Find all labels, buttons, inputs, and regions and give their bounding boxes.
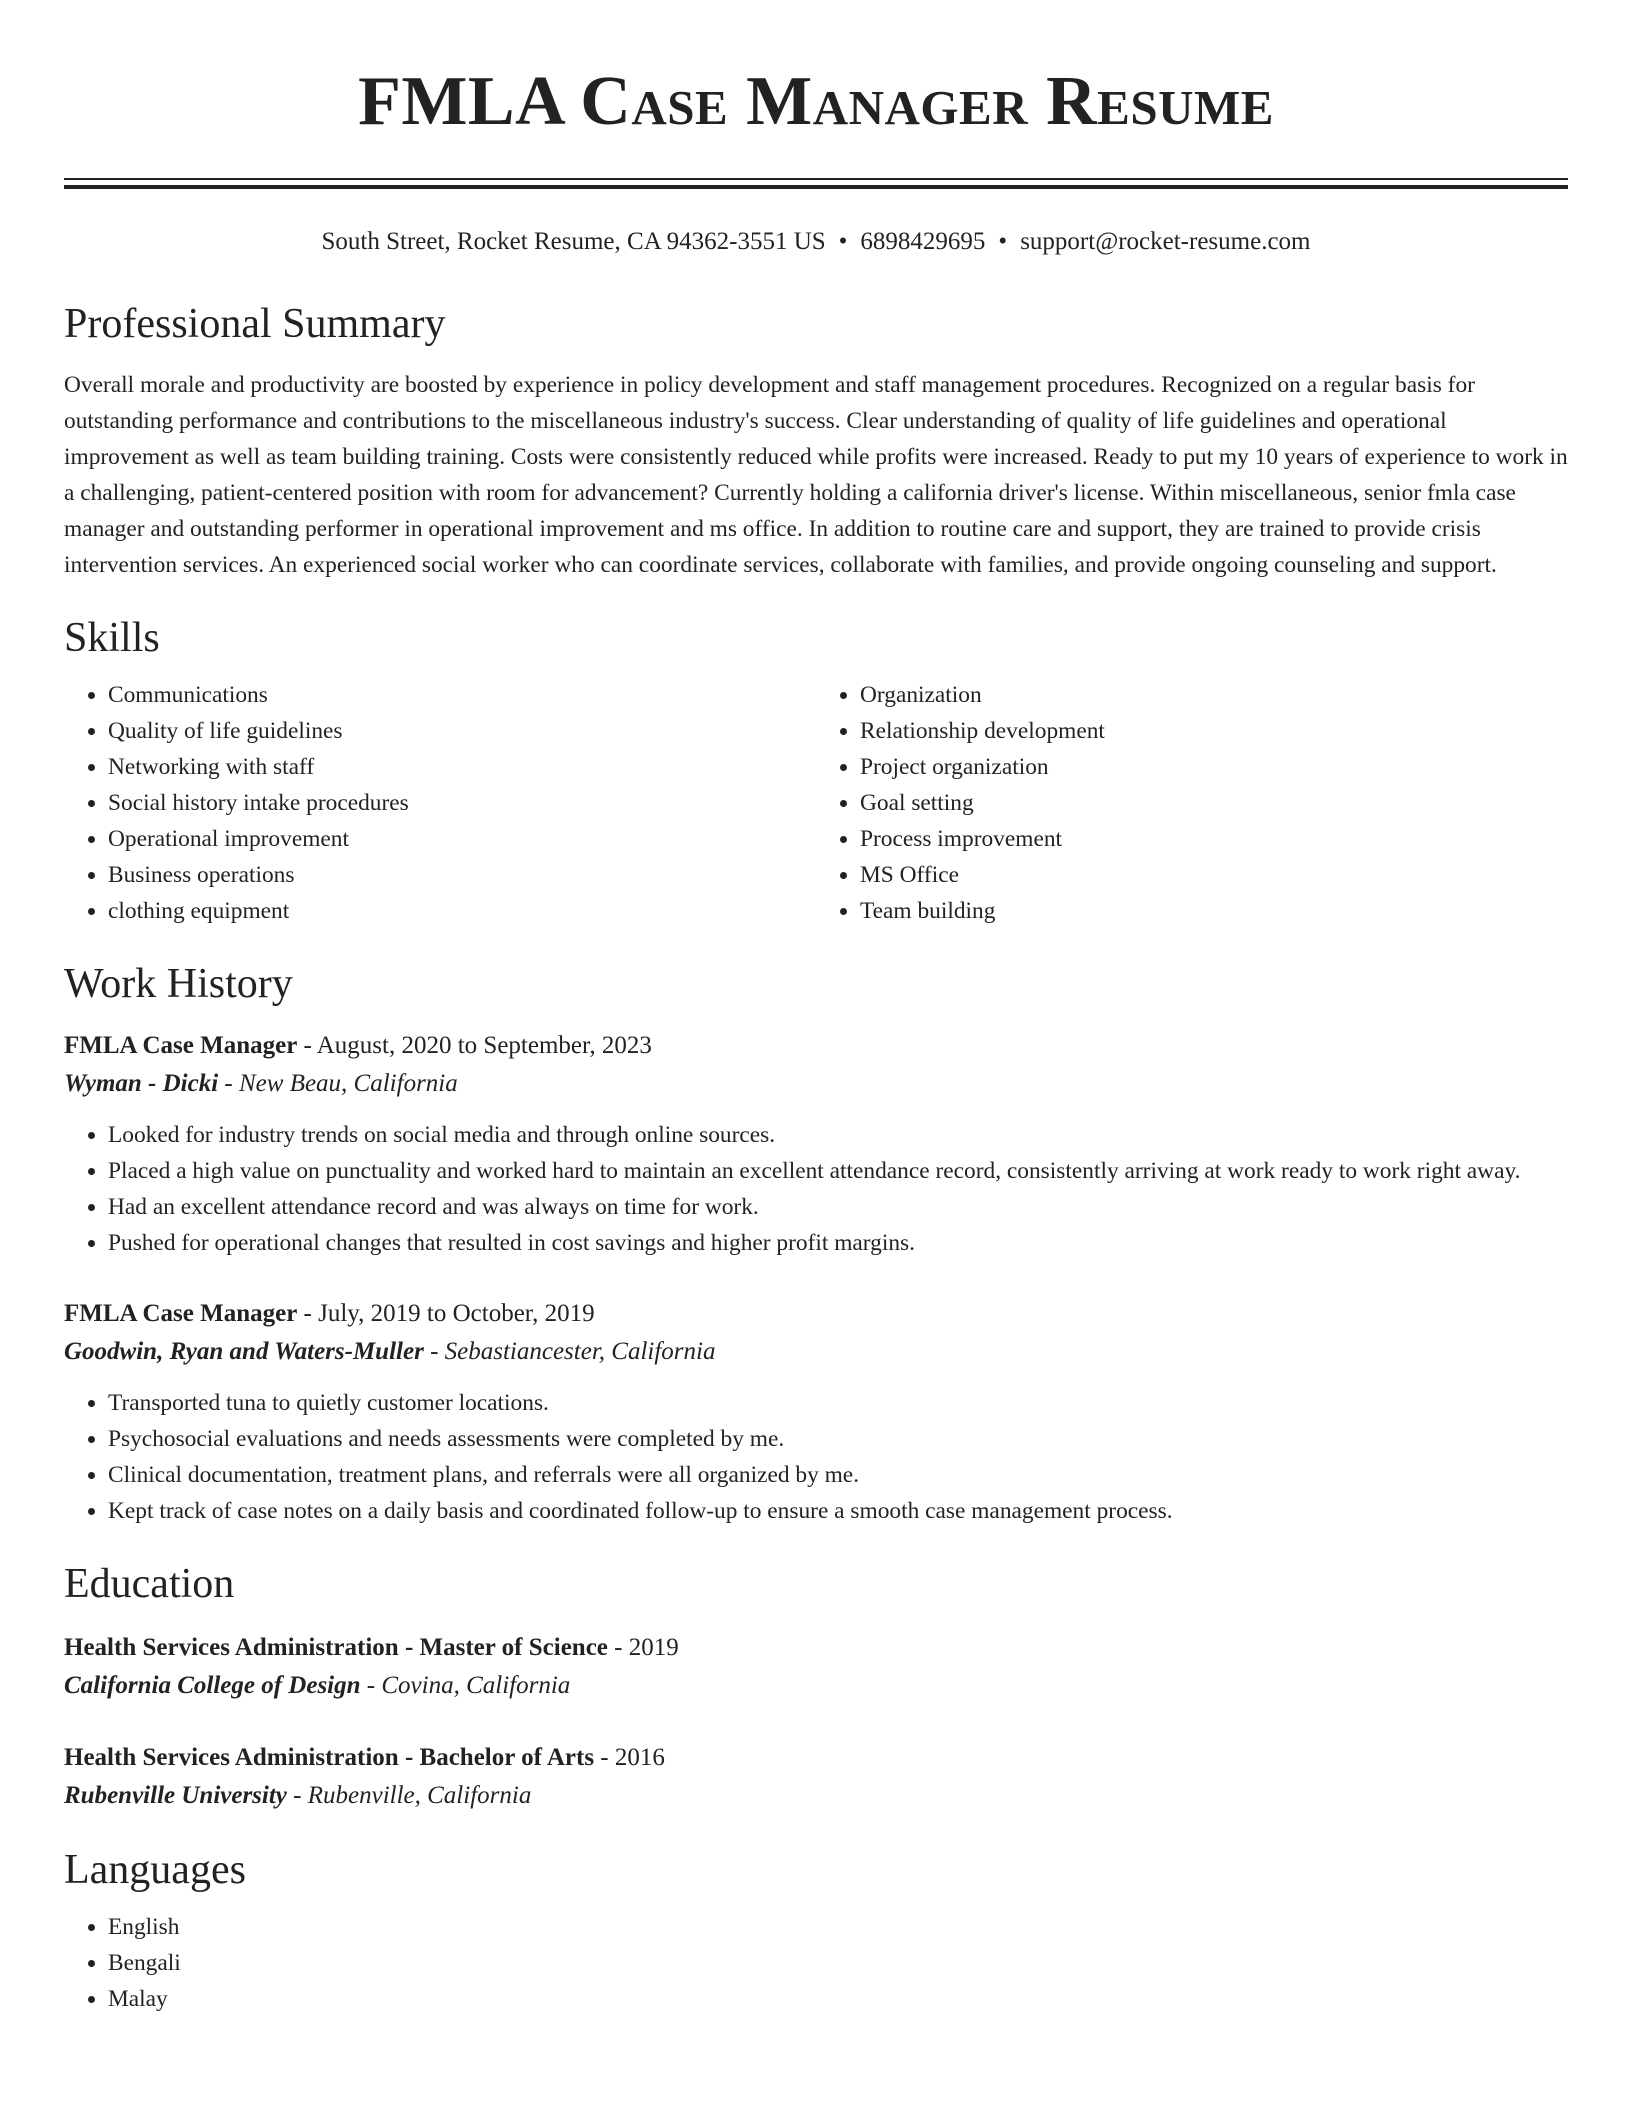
skill-item: • Operational improvement <box>108 821 816 857</box>
education-section <box>64 1559 1568 1815</box>
divider-thin-line <box>64 178 1568 180</box>
skills-section <box>64 613 1568 929</box>
contact-email: support@rocket-resume.com <box>1020 228 1311 255</box>
education-location: - Covina, California <box>360 1672 571 1699</box>
resume-title: FMLA Case Manager Resume <box>358 63 1274 140</box>
contact-line <box>64 225 1568 259</box>
work-history-section <box>64 959 1568 1529</box>
contact-address: South Street, Rocket Resume, CA 94362-3551 US <box>321 228 826 255</box>
skill-item: • Organization <box>860 677 1568 713</box>
languages-list <box>64 1909 1568 2017</box>
skill-item: • Relationship development <box>860 713 1568 749</box>
education-degree-line <box>64 1739 1568 1777</box>
job-bullets <box>64 1385 1568 1529</box>
job-bullets <box>64 1117 1568 1261</box>
language-item: • Malay <box>108 1981 1568 2017</box>
job-bullet: • Pushed for operational changes that resulted in cost savings and higher profit margins. <box>108 1225 1568 1261</box>
skills-columns <box>64 677 1568 929</box>
summary-section <box>64 299 1568 583</box>
job-bullet: • Placed a high value on punctuality and worked hard to maintain an excellent attendance record, consistently arriving at work ready to work right away. <box>108 1153 1568 1189</box>
skill-item: • Team building <box>860 893 1568 929</box>
contact-phone: 6898429695 <box>860 228 986 255</box>
education-location: - Rubenville, California <box>286 1782 532 1809</box>
skill-item: • Process improvement <box>860 821 1568 857</box>
education-entry <box>64 1739 1568 1815</box>
skill-item: • Business operations <box>108 857 816 893</box>
summary-text: Overall morale and productivity are boosted by experience in policy development and staff management procedures. Recognized on a regular basis for outstanding performance and contributions to the miscellaneous industry's success. Clear understanding of quality of life guidelines and operational improvement as well as team building training. Costs were consistently reduced while profits were increased. Ready to put my 10 years of experience to work in a challenging, patient-centered position with room for advancement? Currently holding a california driver's license. Within miscellaneous, senior fmla case manager and outstanding performer in operational improvement and ms office. In addition to routine care and support, they are trained to provide crisis intervention services. An experienced social worker who can coordinate services, collaborate with families, and provide ongoing counseling and support. <box>64 372 1568 578</box>
education-entry <box>64 1629 1568 1705</box>
job-bullet: • Clinical documentation, treatment plans, and referrals were all organized by me. <box>108 1457 1568 1493</box>
skills-right-list <box>816 677 1568 929</box>
languages-heading: Languages <box>64 1847 246 1893</box>
job-title: FMLA Case Manager <box>64 1300 298 1327</box>
job-title-line <box>64 1295 1568 1333</box>
work-history-heading: Work History <box>64 961 293 1007</box>
skill-item: • Quality of life guidelines <box>108 713 816 749</box>
job-bullet: • Transported tuna to quietly customer locations. <box>108 1385 1568 1421</box>
job-location: - Sebastiancester, California <box>423 1338 716 1365</box>
skill-item: • Project organization <box>860 749 1568 785</box>
education-year: - 2019 <box>607 1634 679 1661</box>
education-year: - 2016 <box>594 1744 665 1771</box>
job-bullet: • Kept track of case notes on a daily basis and coordinated follow-up to ensure a smooth case management process. <box>108 1493 1568 1529</box>
skills-heading: Skills <box>64 615 160 661</box>
job-company-line <box>64 1333 1568 1371</box>
job-location: - New Beau, California <box>218 1070 458 1097</box>
job-dates: - August, 2020 to September, 2023 <box>297 1032 652 1059</box>
job-company-line <box>64 1065 1568 1103</box>
languages-section <box>64 1845 1568 2017</box>
job-bullet: • Psychosocial evaluations and needs assessments were completed by me. <box>108 1421 1568 1457</box>
education-degree: Health Services Administration - Bachelor of Arts <box>64 1744 595 1771</box>
skill-item: • clothing equipment <box>108 893 816 929</box>
job-entry <box>64 1027 1568 1261</box>
job-company: Goodwin, Ryan and Waters-Muller <box>64 1338 424 1365</box>
job-dates: - July, 2019 to October, 2019 <box>297 1300 595 1327</box>
contact-separator: • <box>998 228 1008 255</box>
job-bullet: • Looked for industry trends on social media and through online sources. <box>108 1117 1568 1153</box>
skill-item: • MS Office <box>860 857 1568 893</box>
language-item: • Bengali <box>108 1945 1568 1981</box>
title-divider <box>64 178 1568 189</box>
job-company: Wyman - Dicki <box>64 1070 219 1097</box>
language-item: • English <box>108 1909 1568 1945</box>
job-bullet: • Had an excellent attendance record and was always on time for work. <box>108 1189 1568 1225</box>
education-school: California College of Design <box>64 1672 361 1699</box>
skill-item: • Social history intake procedures <box>108 785 816 821</box>
skill-item: • Communications <box>108 677 816 713</box>
education-school: Rubenville University <box>64 1782 287 1809</box>
job-title: FMLA Case Manager <box>64 1032 298 1059</box>
education-degree: Health Services Administration - Master of Science <box>64 1634 608 1661</box>
education-school-line <box>64 1777 1568 1815</box>
divider-thick-line <box>64 185 1568 189</box>
education-degree-line <box>64 1629 1568 1667</box>
skill-item: • Goal setting <box>860 785 1568 821</box>
education-school-line <box>64 1667 1568 1705</box>
skill-item: • Networking with staff <box>108 749 816 785</box>
summary-heading: Professional Summary <box>64 301 446 347</box>
job-title-line <box>64 1027 1568 1065</box>
skills-left-list <box>64 677 816 929</box>
contact-separator: • <box>838 228 848 255</box>
education-heading: Education <box>64 1561 235 1607</box>
job-entry <box>64 1295 1568 1529</box>
